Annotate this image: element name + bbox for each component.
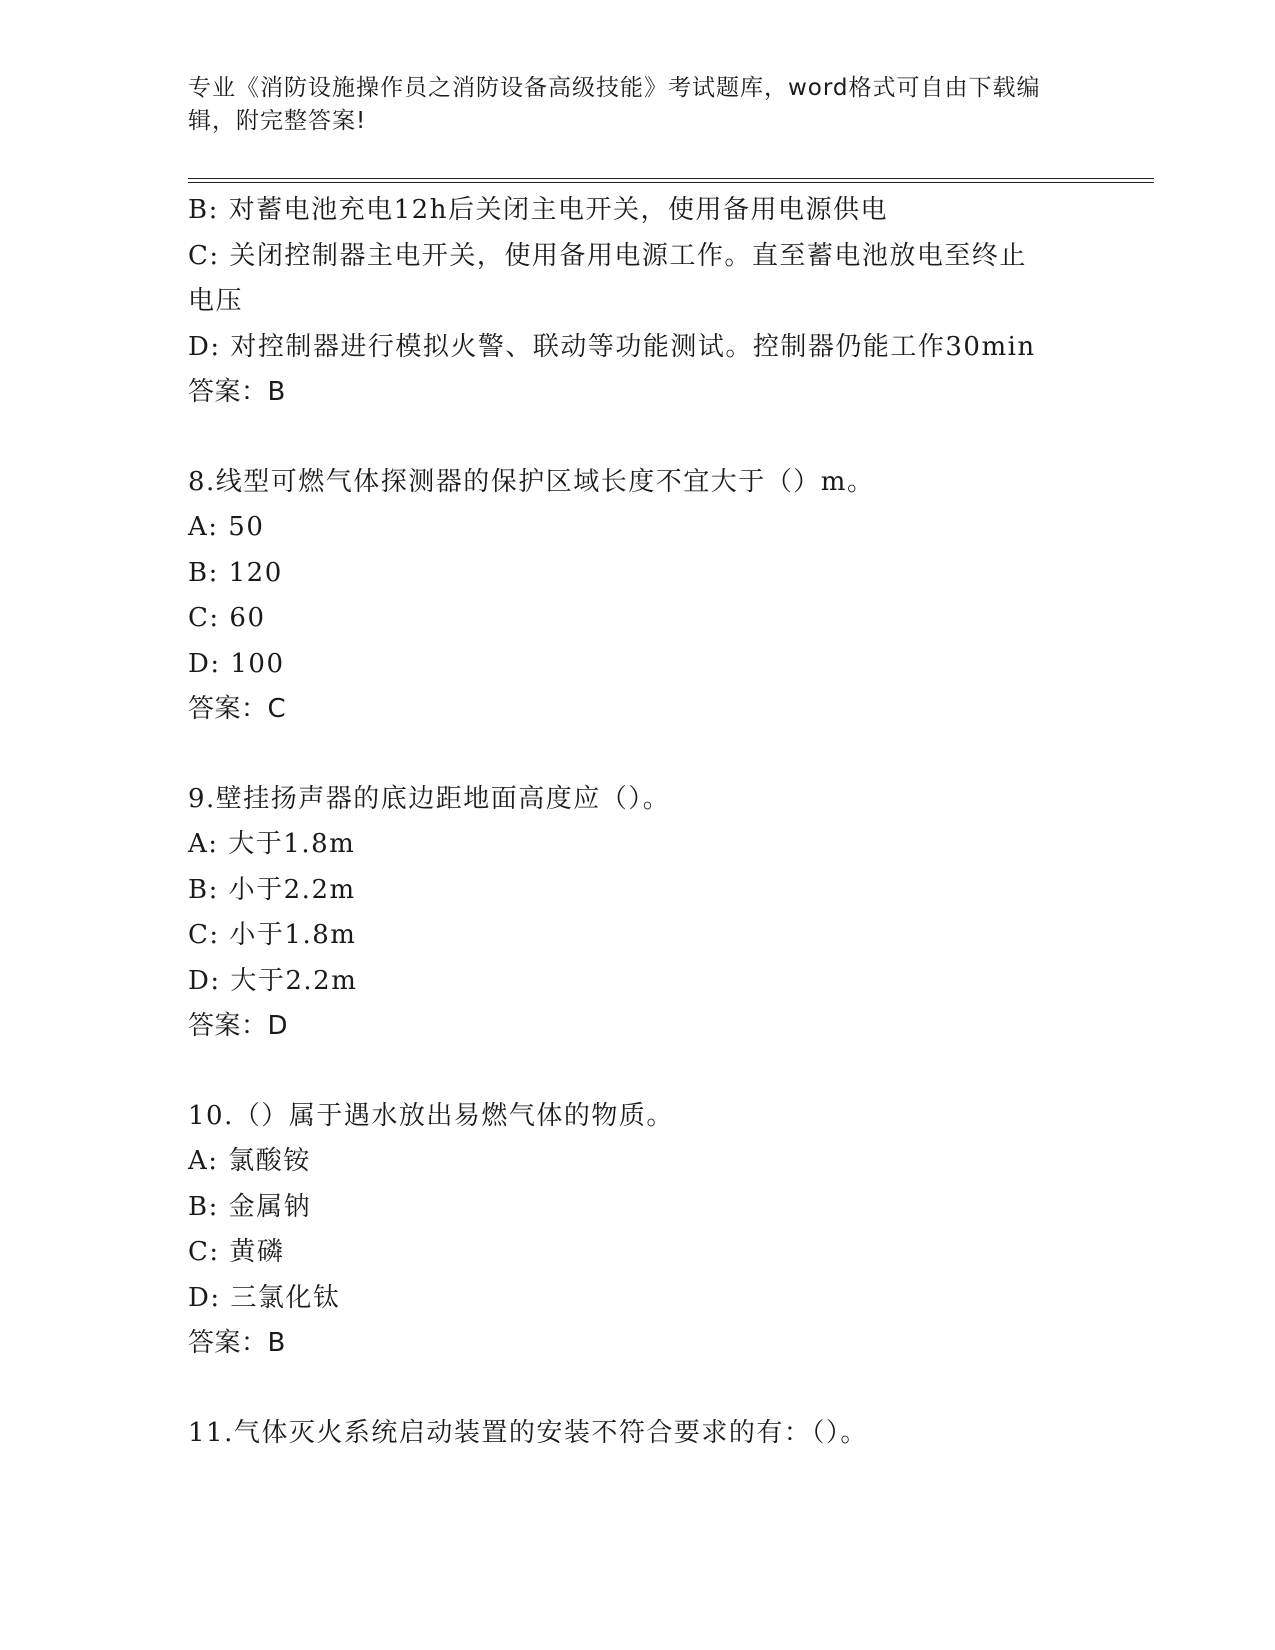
question-text: 9.壁挂扬声器的底边距地面高度应（）。 — [188, 783, 671, 814]
question-block-11 — [188, 1411, 1168, 1457]
question-block-10 — [188, 1094, 1168, 1367]
option-d: D: 大于2.2m — [188, 965, 358, 996]
question-text: 10.（）属于遇水放出易燃气体的物质。 — [188, 1100, 674, 1131]
answer-line: 答案：B — [188, 1328, 286, 1358]
header-line-1: 专业《消防设施操作员之消防设备高级技能》考试题库，word格式可自由下载编 — [188, 75, 1041, 101]
option-c: C: 黄磷 — [188, 1237, 285, 1267]
answer-line: 答案：D — [188, 1011, 289, 1041]
question-block-8 — [188, 460, 1168, 733]
answer-line: 答案：C — [188, 694, 287, 724]
option-b: B: 金属钠 — [188, 1191, 312, 1222]
option-d: D: 三氯化钛 — [188, 1282, 341, 1313]
question-block-9 — [188, 777, 1168, 1050]
header-rule-bottom — [188, 182, 1154, 183]
option-b: B: 小于2.2m — [188, 874, 356, 905]
question-text: 8.线型可燃气体探测器的保护区域长度不宜大于（）m。 — [188, 466, 875, 497]
option-a: A: 氯酸铵 — [188, 1146, 311, 1176]
option-a: A: 大于1.8m — [188, 829, 356, 859]
header-rule-top — [188, 178, 1154, 179]
option-b: B: 120 — [188, 557, 283, 588]
option-b: B: 对蓄电池充电12h后关闭主电开关，使用备用电源供电 — [188, 195, 888, 225]
header-line-2: 辑，附完整答案! — [188, 108, 367, 134]
option-c: C: 关闭控制器主电开关，使用备用电源工作。直至蓄电池放电至终止 — [188, 240, 1027, 271]
document-header — [188, 72, 1068, 138]
answer-line: 答案：B — [188, 377, 286, 407]
option-d: D: 对控制器进行模拟火警、联动等功能测试。控制器仍能工作30min — [188, 331, 1036, 362]
question-block-7 — [188, 188, 1168, 416]
question-list — [188, 188, 1168, 1456]
option-d: D: 100 — [188, 648, 285, 679]
option-c: C: 60 — [188, 603, 266, 633]
option-c: C: 小于1.8m — [188, 920, 357, 950]
option-a: A: 50 — [188, 512, 265, 542]
option-c-continued: 电压 — [188, 286, 244, 316]
question-text: 11.气体灭火系统启动装置的安装不符合要求的有：（）。 — [188, 1417, 868, 1448]
